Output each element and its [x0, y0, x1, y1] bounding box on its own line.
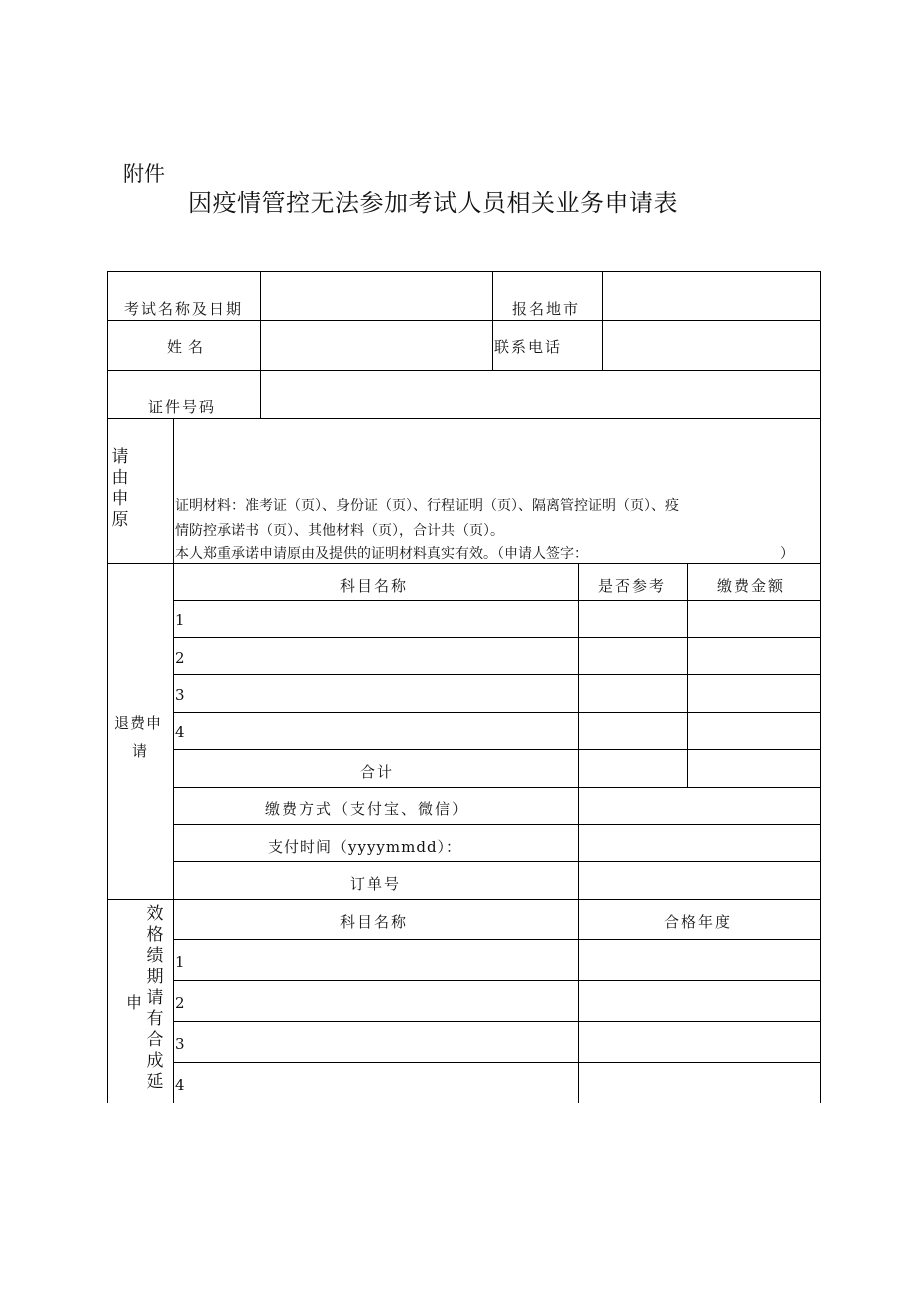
extension-col-subject: 科目名称 [340, 913, 409, 931]
phone-field[interactable] [603, 321, 820, 370]
refund-col-attended: 是否参考 [598, 577, 667, 595]
refund-section-label-2: 请 [132, 742, 150, 760]
extension-col-pass-year: 合格年度 [664, 913, 733, 931]
extension-row-number: 1 [175, 953, 185, 971]
pledge-line: 本人郑重承诺申请原由及提供的证明材料真实有效。（申请人签字： [175, 546, 588, 562]
refund-total-label: 合计 [360, 763, 395, 781]
order-number-field[interactable] [579, 862, 820, 899]
attachment-label: 附件 [123, 162, 165, 186]
payment-method-label: 缴费方式（支付宝、微信） [265, 800, 470, 818]
extension-row-number: 4 [175, 1076, 185, 1094]
form-title: 因疫情管控无法参加考试人员相关业务申请表 [188, 189, 678, 217]
payment-method-field[interactable] [579, 788, 820, 824]
id-number-field[interactable] [261, 371, 820, 418]
name-label: 姓名 [167, 338, 210, 356]
pledge-close: ） [780, 546, 794, 562]
reason-section-label: 请 由 申 原 [111, 447, 129, 530]
payment-time-label: 支付时间（yyyymmdd）： [268, 838, 463, 856]
reason-text-field[interactable] [174, 419, 820, 491]
exam-name-date-label: 考试名称及日期 [124, 300, 244, 318]
refund-row-number: 3 [175, 686, 185, 704]
name-field[interactable] [261, 321, 492, 370]
refund-row-number: 2 [175, 649, 185, 667]
refund-row-number: 1 [175, 611, 185, 629]
refund-row-number: 4 [175, 723, 185, 741]
refund-col-subject: 科目名称 [340, 577, 409, 595]
extension-row-number: 3 [175, 1035, 185, 1053]
refund-col-amount: 缴费金额 [717, 577, 786, 595]
reg-city-label: 报名地市 [512, 300, 581, 318]
exam-name-date-field[interactable] [261, 272, 492, 320]
extension-row-number: 2 [175, 994, 185, 1012]
reg-city-field[interactable] [603, 272, 820, 320]
phone-label: 联系电话 [494, 338, 563, 356]
extension-section-label-right: 效 格 绩 期 请 有 合 成 延 [146, 904, 164, 1092]
materials-line-2: 情防控承诺书（页）、其他材料（页），合计共（页）。 [175, 523, 504, 539]
refund-section-label-1: 退费申 [114, 714, 163, 732]
id-number-label: 证件号码 [148, 398, 217, 416]
extension-section-label-left: 申 [125, 993, 142, 1012]
payment-time-field[interactable] [579, 825, 820, 861]
materials-line-1: 证明材料：准考证（页）、身份证（页）、行程证明（页）、隔离管控证明（页）、疫 [175, 498, 679, 514]
order-number-label: 订单号 [350, 875, 402, 893]
